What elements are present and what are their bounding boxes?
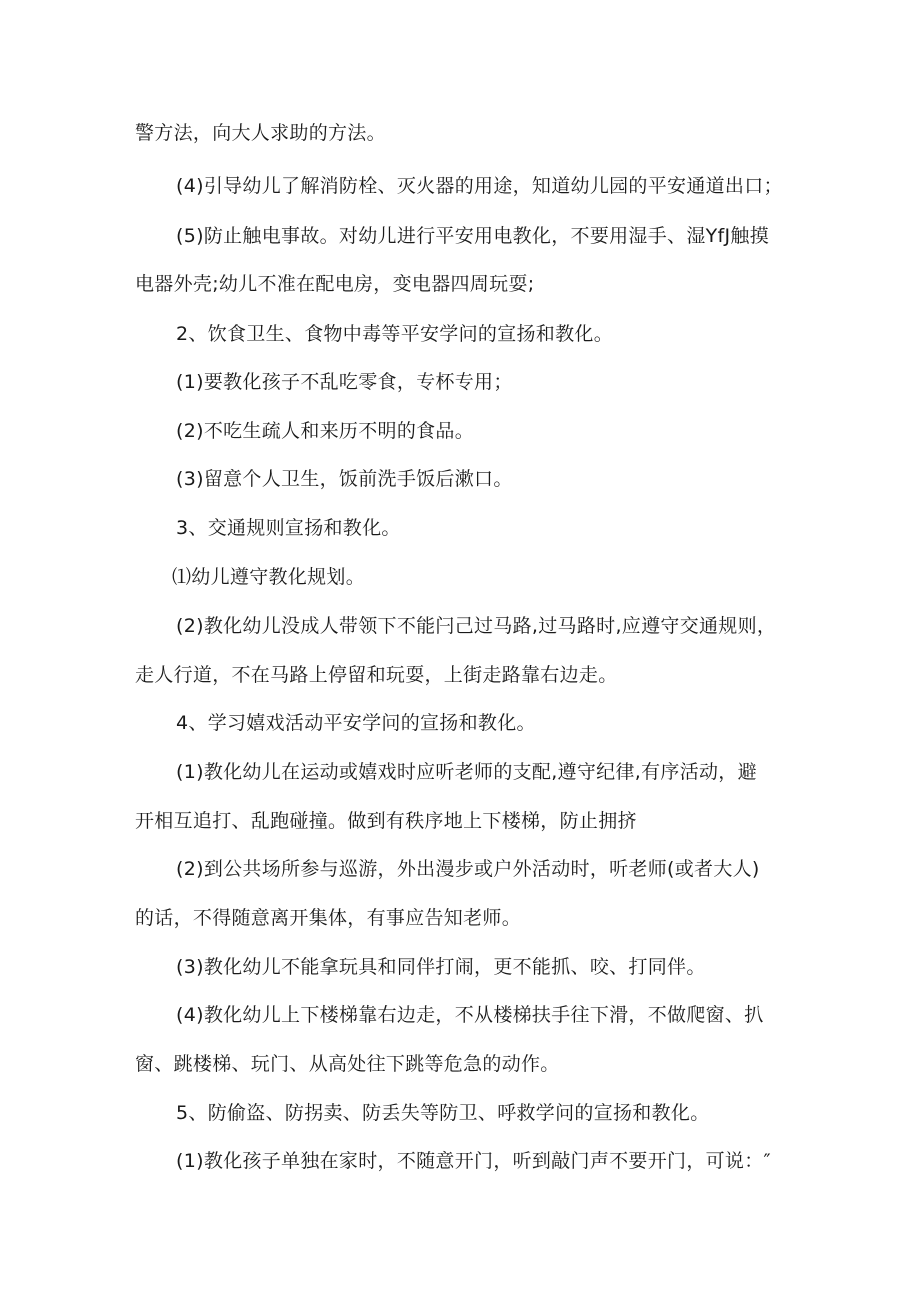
text-line: 窗、跳楼梯、玩门、从高处往下跳等危急的动作。: [135, 1053, 560, 1075]
text-line: 警方法，向大人求助的方法。: [135, 122, 386, 144]
text-line: (2)到公共场所参与巡游，外出漫步或户外活动时，听老师(或者大人): [176, 858, 760, 880]
text-line: 3、交通规则宣扬和教化。: [176, 517, 401, 539]
text-line: 4、学习嬉戏活动平安学问的宣扬和教化。: [176, 712, 536, 734]
text-line: 电器外壳;幼儿不准在配电房，变电器四周玩耍;: [135, 273, 535, 295]
text-line: (4)教化幼儿上下楼梯靠右边走，不从楼梯扶手往下滑，不做爬窗、扒: [176, 1004, 764, 1026]
text-line: (5)防止触电事故。对幼儿进行平安用电教化，不要用湿手、湿YfJ触摸: [176, 225, 770, 247]
text-line: (1)教化幼儿在运动或嬉戏时应听老师的支配,遵守纪律,有序活动，避: [176, 761, 757, 783]
text-line: (3)教化幼儿不能拿玩具和同伴打闹，更不能抓、咬、打同伴。: [176, 956, 706, 978]
text-line: 2、饮食卫生、食物中毒等平安学问的宣扬和教化。: [176, 323, 613, 345]
text-line: (2)教化幼儿没成人带领下不能闩己过马路,过马路时,应遵守交通规则，: [176, 615, 777, 637]
text-line: 5、防偷盗、防拐卖、防丢失等防卫、呼救学问的宣扬和教化。: [176, 1102, 710, 1124]
text-line: (1)教化孩子单独在家时，不随意开门，听到敲门声不要开门，可说：″: [176, 1150, 771, 1172]
text-line: (4)引导幼儿了解消防栓、灭火器的用途，知道幼儿园的平安通道出口；: [176, 175, 783, 197]
text-line: 开相互追打、乱跑碰撞。做到有秩序地上下楼梯，防止拥挤: [135, 810, 637, 832]
text-line: ⑴幼儿遵守教化规划。: [172, 566, 366, 588]
text-line: (3)留意个人卫生，饭前洗手饭后漱口。: [176, 468, 513, 490]
text-line: (2)不吃生疏人和来历不明的食品。: [176, 420, 475, 442]
text-line: (1)要教化孩子不乱吃零食，专杯专用；: [176, 371, 513, 393]
text-line: 走人行道，不在马路上停留和玩耍，上街走路靠右边走。: [135, 664, 618, 686]
text-line: 的话，不得随意离开集体，有事应告知老师。: [135, 907, 522, 929]
